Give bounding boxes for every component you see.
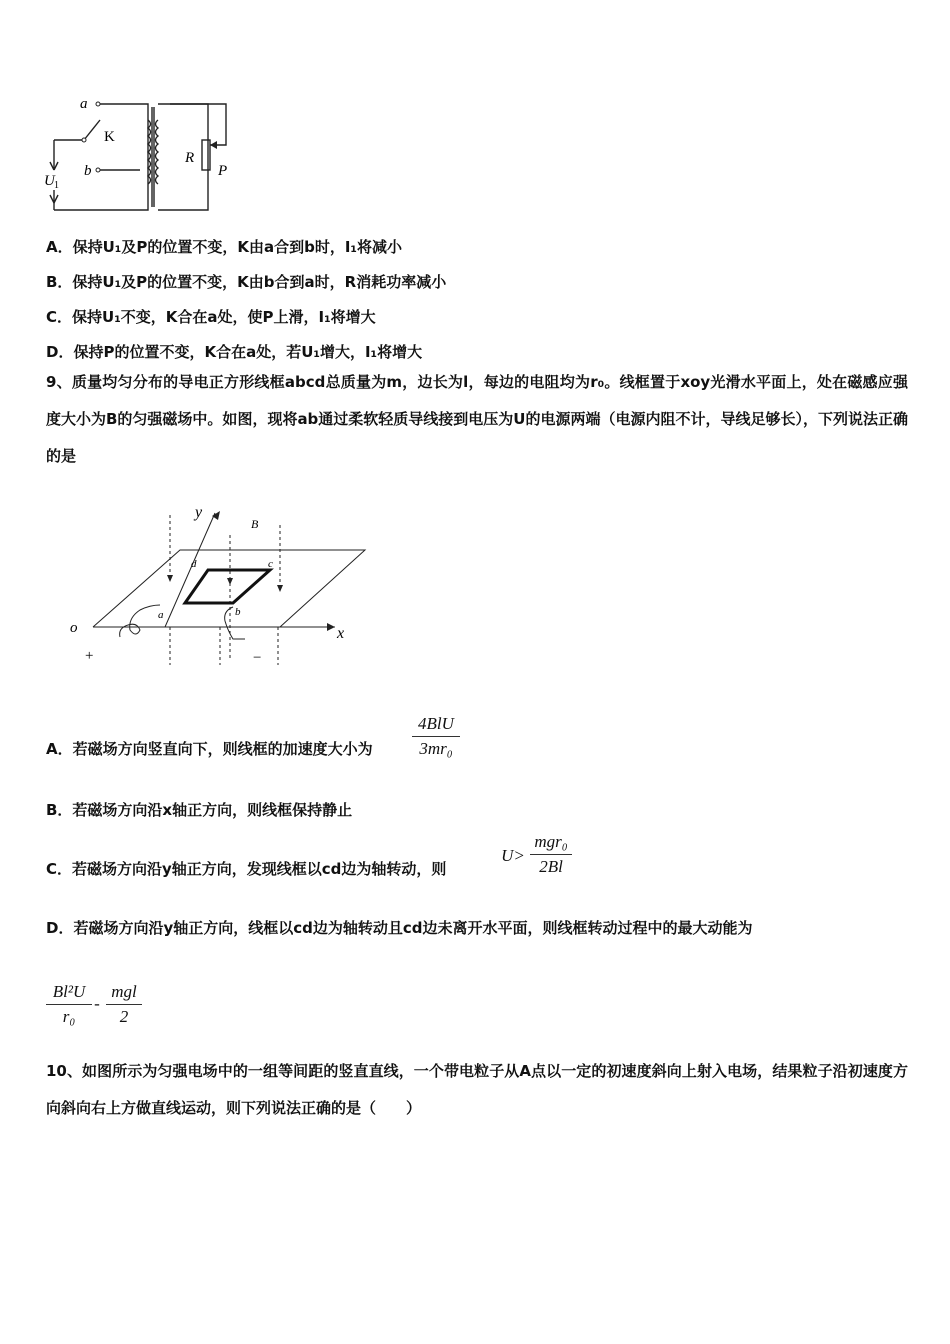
- transformer-circuit-figure: [40, 95, 250, 220]
- fig1-label-U: U: [44, 173, 55, 189]
- fig2-label-a: a: [158, 609, 164, 621]
- fig1-label-U-sub: 1: [54, 180, 59, 191]
- fig2-label-y: y: [195, 504, 203, 521]
- q9-c-denominator: 2Bl: [539, 857, 563, 876]
- fig1-label-P: P: [218, 163, 228, 179]
- q9-option-b: B．若磁场方向沿x轴正方向，则线框保持静止: [46, 801, 353, 819]
- magnetic-field-frame-figure: [65, 500, 370, 670]
- q9-option-c: C．若磁场方向沿y轴正方向，发现线框以cd边为轴转动，则: [46, 860, 447, 878]
- q9-option-a: A．若磁场方向竖直向下，则线框的加速度大小为: [46, 740, 373, 758]
- fig2-label-d: d: [191, 558, 197, 570]
- q9-a-denominator: 3mr₀: [419, 739, 453, 758]
- q10-stem: 10、如图所示为匀强电场中的一组等间距的竖直直线，一个带电粒子从A点以一定的初速度斜向上射入电场，结果粒子沿初速度方向斜向右上方做直线运动，则下列说法正确的是（ ）: [46, 1062, 908, 1117]
- fig2-label-o: o: [70, 620, 78, 636]
- fig2-label-B: B: [251, 517, 259, 531]
- q9-option-d: D．若磁场方向沿y轴正方向，线框以cd边为轴转动且cd边未离开水平面，则线框转动过程中的最大动能为: [46, 919, 753, 937]
- q9-stem: 9、质量均匀分布的导电正方形线框abcd总质量为m，边长为l，每边的电阻均为r₀。线框置于xoy光滑水平面上，处在磁感应强度大小为B的匀强磁场中。如图，现将ab通过柔软轻质导线接到电压为U的电源两端（电源内阻不计，导线足够长），下列说法正确的是: [46, 373, 908, 465]
- fig2-label-plus: +: [85, 648, 94, 664]
- q9-c-numerator: mgr₀: [534, 832, 568, 851]
- q9-d-fraction-2: [106, 982, 142, 1027]
- q9-a-numerator: 4BlU: [418, 714, 454, 733]
- q9-d-numerator-1: Bl²U: [52, 982, 86, 1001]
- q9-d-denominator-1: r₀: [62, 1007, 76, 1026]
- fig1-label-b: b: [84, 163, 92, 179]
- q8-option-d: D．保持P的位置不变，K合在a处，若U₁增大，I₁将增大: [46, 343, 423, 361]
- q9-d-denominator-2: 2: [119, 1007, 129, 1026]
- q9-d-fraction-1: [46, 982, 92, 1027]
- fig2-label-c: c: [268, 558, 273, 570]
- fig1-label-R: R: [185, 150, 195, 166]
- q9-d-numerator-2: mgl: [111, 982, 137, 1001]
- q8-option-b: B．保持U₁及P的位置不变，K由b合到a时，R消耗功率减小: [46, 273, 447, 291]
- fig2-label-b: b: [235, 606, 241, 618]
- q9-c-lhs: U>: [501, 846, 525, 865]
- fig2-label-x: x: [337, 625, 345, 642]
- q9-d-operator: -: [94, 994, 100, 1013]
- q8-option-a: A．保持U₁及P的位置不变，K由a合到b时，I₁将减小: [46, 238, 402, 256]
- q9-option-a-fraction: [412, 714, 460, 759]
- q8-option-c: C．保持U₁不变，K合在a处，使P上滑，I₁将增大: [46, 308, 376, 326]
- fig1-label-a: a: [80, 96, 88, 112]
- q9-option-c-fraction: [530, 832, 572, 877]
- fig1-label-K: K: [104, 129, 115, 145]
- fig2-label-minus: −: [253, 650, 262, 666]
